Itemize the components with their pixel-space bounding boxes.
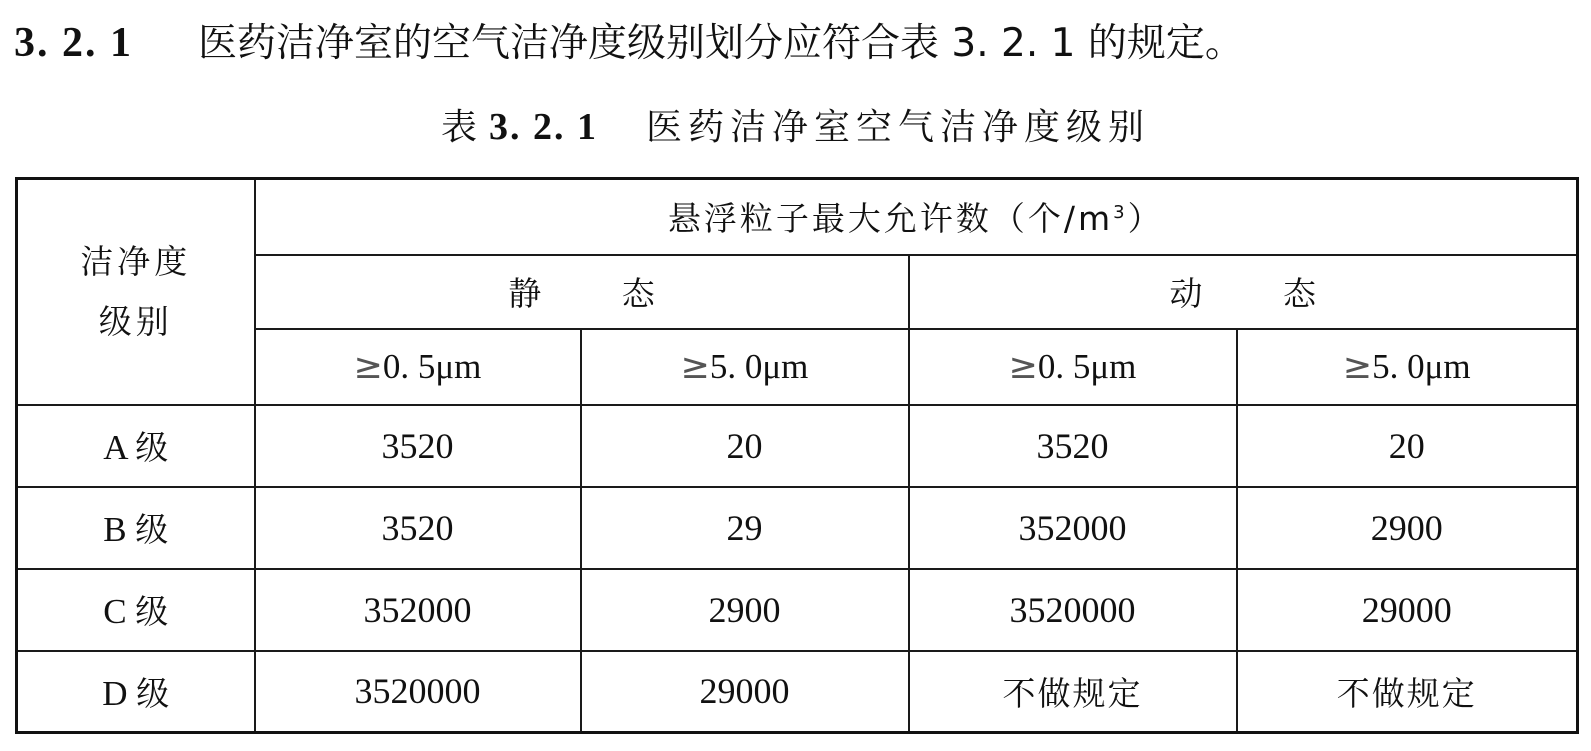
cleanliness-grade-table — [15, 177, 1579, 734]
grade-suffix: 级 — [136, 673, 170, 713]
state-header-dynamic: 动 态 — [909, 255, 1578, 329]
value-cell: 352000 — [255, 569, 581, 651]
ge-symbol: ≥ — [680, 346, 710, 387]
header-row-1 — [17, 179, 1578, 255]
grade-cell — [17, 487, 255, 569]
state-header-static: 静 态 — [255, 255, 909, 329]
grade-letter: A — [103, 428, 127, 467]
value-cell: 352000 — [909, 487, 1237, 569]
table-row-grade-c — [17, 569, 1578, 651]
value-cell: 2900 — [1237, 487, 1578, 569]
grade-suffix: 级 — [135, 510, 169, 549]
clause-number: 3. 2. 1 — [14, 20, 133, 66]
ge-symbol: ≥ — [1008, 346, 1038, 387]
value-cell: 3520 — [255, 487, 581, 569]
table-caption — [0, 92, 1591, 162]
particle-limit-header-sup: 3 — [1113, 202, 1128, 224]
value-cell: 20 — [1237, 405, 1578, 487]
size-value: 5. 0μm — [709, 346, 809, 386]
particle-limit-header-text: 悬浮粒子最大允许数（个/m — [667, 199, 1114, 239]
size-header-dynamic-5-0 — [1237, 329, 1578, 405]
size-header-static-0-5 — [255, 329, 581, 405]
grade-suffix: 级 — [135, 428, 169, 467]
value-cell: 20 — [581, 405, 909, 487]
table-row-grade-d — [17, 651, 1578, 733]
value-cell: 3520000 — [909, 569, 1237, 651]
grade-suffix: 级 — [135, 592, 169, 631]
value-cell: 不做规定 — [909, 651, 1237, 733]
size-value: 0. 5μm — [382, 346, 482, 386]
value-cell: 29 — [581, 487, 909, 569]
grade-letter: B — [103, 510, 127, 549]
grade-cell — [17, 569, 255, 651]
table-caption-label: 表 — [440, 107, 479, 148]
particle-limit-header — [255, 179, 1578, 255]
value-cell: 3520 — [909, 405, 1237, 487]
table-caption-number: 3. 2. 1 — [489, 106, 598, 148]
size-header-static-5-0 — [581, 329, 909, 405]
ge-symbol: ≥ — [353, 346, 383, 387]
value-cell: 29000 — [581, 651, 909, 733]
particle-limit-header-close: ） — [1127, 199, 1164, 239]
row-header-cell — [17, 179, 255, 405]
grade-letter: C — [103, 592, 127, 631]
value-cell: 3520 — [255, 405, 581, 487]
grade-cell — [17, 651, 255, 733]
table-row-grade-b — [17, 487, 1578, 569]
value-cell: 3520000 — [255, 651, 581, 733]
value-cell: 2900 — [581, 569, 909, 651]
size-value: 5. 0μm — [1372, 346, 1471, 386]
ge-symbol: ≥ — [1342, 346, 1373, 387]
clause-paragraph — [14, 8, 1579, 78]
table-row-grade-a — [17, 405, 1578, 487]
value-cell: 29000 — [1237, 569, 1578, 651]
value-cell: 不做规定 — [1237, 651, 1578, 733]
row-header-line-1: 洁净度 — [80, 241, 192, 281]
grade-cell — [17, 405, 255, 487]
size-header-dynamic-0-5 — [909, 329, 1237, 405]
size-value: 0. 5μm — [1037, 346, 1137, 386]
table-caption-title: 医药洁净室空气洁净度级别 — [646, 107, 1151, 148]
row-header-line-2: 级别 — [98, 301, 173, 341]
clause-text: 医药洁净室的空气洁净度级别划分应符合表 3. 2. 1 的规定。 — [198, 21, 1244, 66]
grade-letter: D — [102, 673, 128, 713]
